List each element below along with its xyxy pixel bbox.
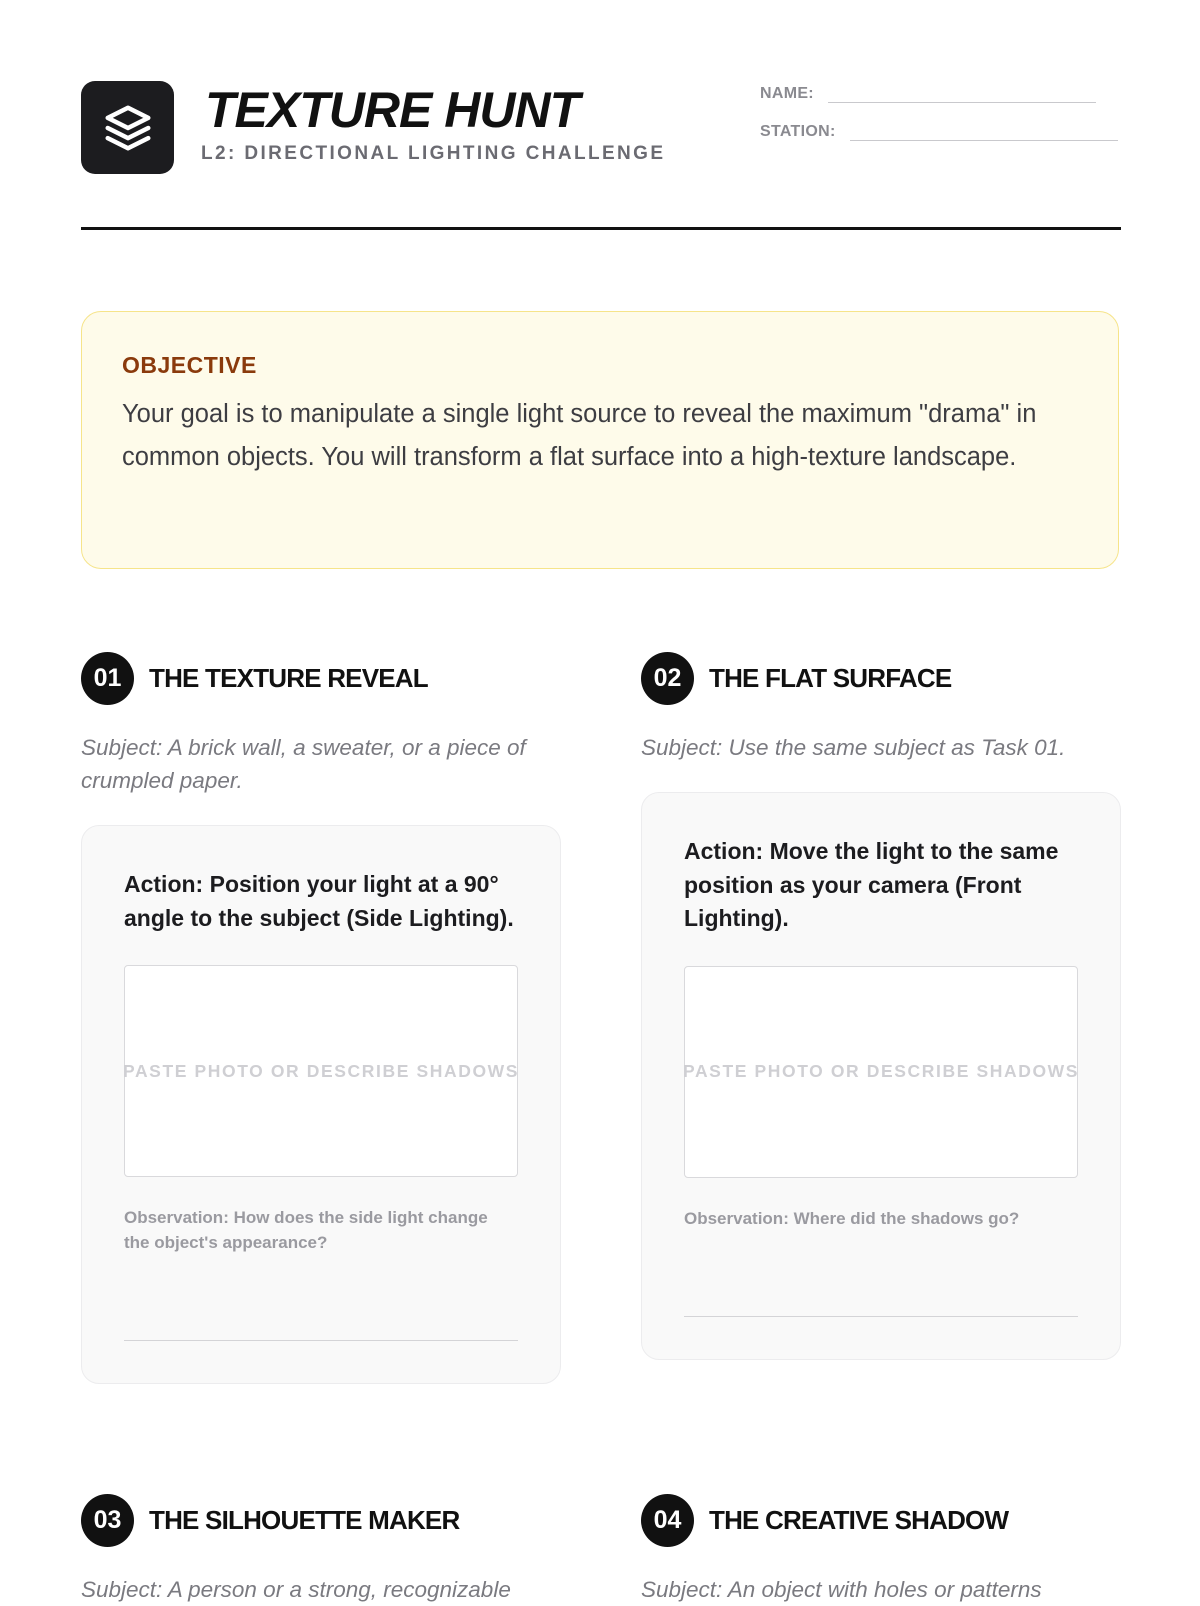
- observation-prompt: Observation: Where did the shadows go?: [684, 1208, 1020, 1228]
- observation-answer-line[interactable]: [684, 1316, 1078, 1317]
- page-subtitle: L2: DIRECTIONAL LIGHTING CHALLENGE: [201, 143, 666, 164]
- task-title: THE CREATIVE SHADOW: [709, 1504, 1009, 1535]
- task-header: [81, 651, 561, 705]
- layers-icon: [101, 101, 155, 155]
- station-input-line[interactable]: [850, 120, 1118, 141]
- task-header: [641, 1493, 1121, 1547]
- task-02: [641, 651, 1121, 1360]
- task-subject: Subject: An object with holes or patterns: [641, 1577, 1042, 1602]
- task-number-badge: 03: [81, 1494, 134, 1547]
- task-title: THE SILHOUETTE MAKER: [149, 1504, 460, 1535]
- task-subject: Subject: A person or a strong, recognizable: [81, 1577, 511, 1602]
- task-action: Action: Move the light to the same position as your camera (Front Lighting).: [684, 838, 1059, 931]
- name-label: NAME:: [760, 85, 814, 102]
- objective-text: Your goal is to manipulate a single light source to reveal the maximum "drama" in common objects. You will transform a flat surface into a high-texture landscape.: [122, 400, 1037, 471]
- task-03: [81, 1493, 561, 1606]
- task-number-badge: 01: [81, 652, 134, 705]
- task-title: THE TEXTURE REVEAL: [149, 662, 428, 693]
- task-subject: Subject: A brick wall, a sweater, or a piece of crumpled paper.: [81, 735, 526, 793]
- task-number-badge: 04: [641, 1494, 694, 1547]
- logo-badge: [81, 81, 174, 174]
- photo-drop-area[interactable]: [684, 966, 1078, 1178]
- task-card: [81, 825, 561, 1384]
- name-input-line[interactable]: [828, 82, 1096, 103]
- photo-drop-area[interactable]: [124, 965, 518, 1177]
- task-01: [81, 651, 561, 1384]
- station-field: [760, 120, 1118, 141]
- task-header: [81, 1493, 561, 1547]
- objective-title: OBJECTIVE: [122, 352, 257, 378]
- task-action: Action: Position your light at a 90° angle to the subject (Side Lighting).: [124, 871, 514, 931]
- task-number-badge: 02: [641, 652, 694, 705]
- objective-box: [81, 311, 1119, 569]
- header-divider: [81, 227, 1121, 230]
- station-label: STATION:: [760, 123, 836, 140]
- task-subject: Subject: Use the same subject as Task 01.: [641, 735, 1066, 760]
- task-header: [641, 651, 1121, 705]
- photo-placeholder: PASTE PHOTO OR DESCRIBE SHADOWS: [682, 1061, 1080, 1081]
- worksheet-page: [81, 0, 1121, 1600]
- task-title: THE FLAT SURFACE: [709, 662, 952, 693]
- observation-prompt: Observation: How does the side light change the object's appearance?: [124, 1208, 488, 1252]
- observation-answer-line[interactable]: [124, 1340, 518, 1341]
- task-04: [641, 1493, 1121, 1606]
- page-title: TEXTURE HUNT: [205, 82, 580, 138]
- photo-placeholder: PASTE PHOTO OR DESCRIBE SHADOWS: [122, 1060, 520, 1081]
- name-field: [760, 82, 1096, 103]
- task-card: [641, 792, 1121, 1360]
